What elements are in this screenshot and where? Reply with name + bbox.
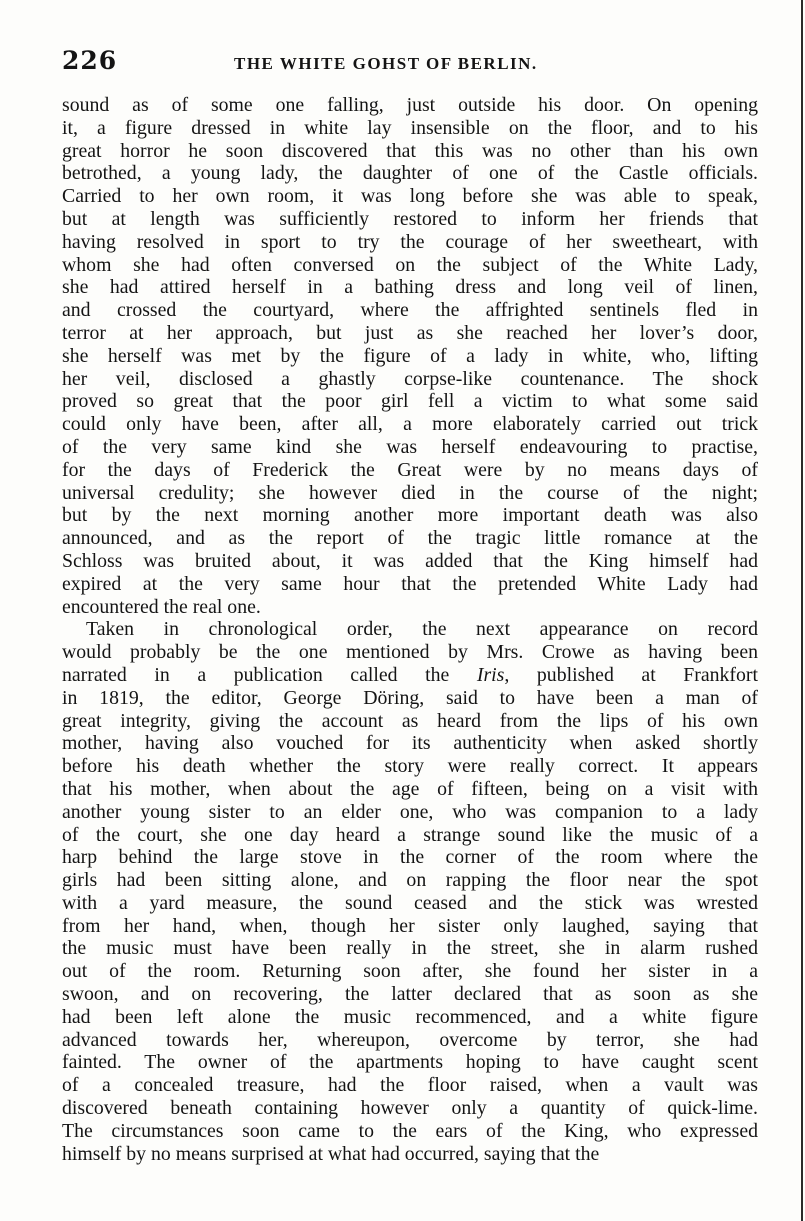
running-title: THE WHITE GOHST OF BERLIN. xyxy=(234,54,538,73)
text-line: betrothed, a young lady, the daughter of one of the Castle officials. xyxy=(62,162,758,185)
text-line: harp behind the large stove in the corner of the room where the xyxy=(62,846,758,869)
text-line: of the very same kind she was herself endeavouring to practise, xyxy=(62,435,758,458)
text-line: expired at the very same hour that the pretended White Lady had xyxy=(62,572,758,595)
text-line: out of the room. Returning soon after, she found her sister in a xyxy=(62,960,758,983)
text-line: Taken in chronological order, the next appearance on record xyxy=(86,618,758,641)
page-header xyxy=(62,46,762,80)
text-line: of the court, she one day heard a strange sound like the music of a xyxy=(62,823,758,846)
text-line: she had attired herself in a bathing dress and long veil of linen, xyxy=(62,276,758,299)
text-line: narrated in a publication called the Iris, published at Frankfort xyxy=(62,663,758,686)
text-line: had been left alone the music recommenced, and a white figure xyxy=(62,1005,758,1028)
page-number: 226 xyxy=(62,46,118,75)
text-line: announced, and as the report of the tragic little romance at the xyxy=(62,527,758,550)
body-text xyxy=(62,94,758,1165)
text-line: universal credulity; she however died in the course of the night; xyxy=(62,481,758,504)
text-line: advanced towards her, whereupon, overcome by terror, she had xyxy=(62,1028,758,1051)
text-line: for the days of Frederick the Great were by no means days of xyxy=(62,458,758,481)
text-line: girls had been sitting alone, and on rapping the floor near the spot xyxy=(62,869,758,892)
text-line: himself by no means surprised at what had occurred, saying that the xyxy=(62,1142,600,1165)
text-line: before his death whether the story were really correct. It appears xyxy=(62,755,758,778)
text-line: and crossed the courtyard, where the affrighted sentinels fled in xyxy=(62,299,758,322)
text-line: terror at her approach, but just as she reached her lover’s door, xyxy=(62,321,758,344)
text-line: great integrity, giving the account as heard from the lips of his own xyxy=(62,709,758,732)
text-line: The circumstances soon came to the ears of the King, who expressed xyxy=(62,1119,758,1142)
text-line: discovered beneath containing however only a quantity of quick-lime. xyxy=(62,1097,758,1120)
text-line: Carried to her own room, it was long before she was able to speak, xyxy=(62,185,758,208)
text-line: with a yard measure, the sound ceased and the stick was wrested xyxy=(62,891,758,914)
text-line: encountered the real one. xyxy=(62,595,261,618)
text-line: the music must have been really in the street, she in alarm rushed xyxy=(62,937,758,960)
text-line: great horror he soon discovered that this was no other than his own xyxy=(62,139,758,162)
text-line: it, a figure dressed in white lay insensible on the floor, and to his xyxy=(62,116,758,139)
text-line: in 1819, the editor, George Döring, said to have been a man of xyxy=(62,686,758,709)
text-line: could only have been, after all, a more elaborately carried out trick xyxy=(62,413,758,436)
text-line: but by the next morning another more important death was also xyxy=(62,504,758,527)
text-line: having resolved in sport to try the courage of her sweetheart, with xyxy=(62,230,758,253)
text-line: swoon, and on recovering, the latter declared that as soon as she xyxy=(62,983,758,1006)
text-line: from her hand, when, though her sister only laughed, saying that xyxy=(62,914,758,937)
text-line: proved so great that the poor girl fell a victim to what some said xyxy=(62,390,758,413)
paragraph xyxy=(62,618,758,1165)
text-line: whom she had often conversed on the subject of the White Lady, xyxy=(62,253,758,276)
paragraph xyxy=(62,94,758,618)
text-line: she herself was met by the figure of a lady in white, who, lifting xyxy=(62,344,758,367)
text-line: another young sister to an elder one, who was companion to a lady xyxy=(62,800,758,823)
page-edge-divider xyxy=(801,0,803,1221)
text-line: that his mother, when about the age of fifteen, being on a visit with xyxy=(62,777,758,800)
text-line: of a concealed treasure, had the floor raised, when a vault was xyxy=(62,1074,758,1097)
text-line: her veil, disclosed a ghastly corpse-like countenance. The shock xyxy=(62,367,758,390)
text-line: Schloss was bruited about, it was added that the King himself had xyxy=(62,549,758,572)
text-line: fainted. The owner of the apartments hoping to have caught scent xyxy=(62,1051,758,1074)
text-line: but at length was sufficiently restored to inform her friends that xyxy=(62,207,758,230)
text-line: sound as of some one falling, just outside his door. On opening xyxy=(62,94,758,116)
text-line: would probably be the one mentioned by Mrs. Crowe as having been xyxy=(62,641,758,664)
text-line: mother, having also vouched for its authenticity when asked shortly xyxy=(62,732,758,755)
